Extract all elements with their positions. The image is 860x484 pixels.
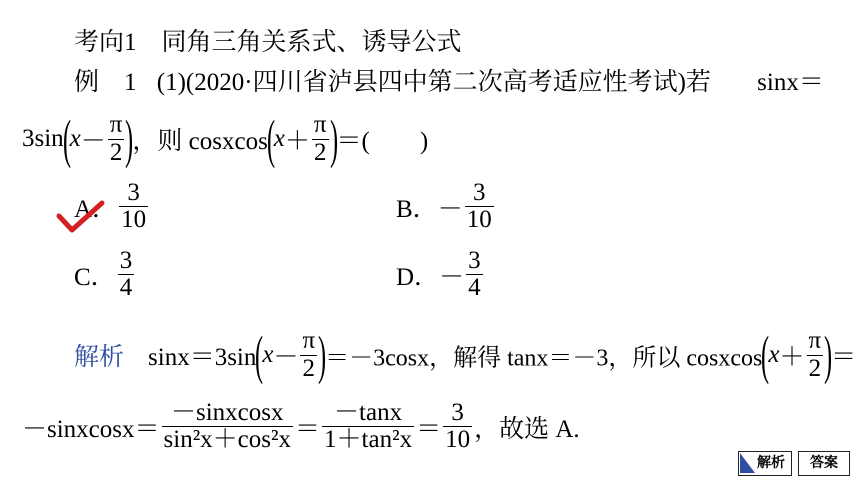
option-c[interactable]: [74, 248, 136, 302]
option-d-sign: －: [439, 263, 465, 291]
solution-line-2: [22, 400, 580, 454]
frac-den: 10: [121, 206, 147, 234]
minus: －: [273, 344, 299, 371]
minus: －: [80, 128, 106, 155]
sol-l2a: －sinxcosx＝: [22, 415, 160, 443]
pi-over-2: [108, 112, 125, 166]
pi-over-2: [807, 328, 824, 382]
frac-den: 2: [300, 355, 317, 382]
option-a-fraction: [119, 180, 148, 234]
sol-fraction-3: [443, 400, 472, 454]
analysis-button-label: 解析: [757, 455, 785, 471]
sol-l2end: ，故选 A.: [474, 415, 580, 443]
pi-over-2: [312, 112, 329, 166]
solution-line-1: [74, 325, 857, 385]
frac-num: 3: [127, 179, 140, 206]
option-d-label: D．: [396, 263, 440, 291]
example-label: 例 1: [74, 69, 137, 96]
frac-den: sin²x＋cos²x: [163, 426, 292, 454]
plus: ＋: [779, 344, 805, 371]
frac-den: 1＋tan²x: [324, 426, 413, 454]
option-c-label: C．: [74, 263, 116, 291]
frac-den: 2: [807, 355, 824, 382]
left-paren: (: [266, 109, 275, 169]
frac-num: －tanx: [334, 399, 403, 426]
frac-num: 3: [451, 399, 464, 426]
frac-den: 4: [119, 274, 133, 302]
condition-lhs: sinx＝: [757, 69, 824, 96]
solution-label: 解析: [74, 344, 125, 371]
frac-den: 4: [468, 274, 481, 302]
triangle-icon: [740, 453, 755, 473]
option-b[interactable]: [396, 180, 496, 234]
pi-over-2: [300, 328, 317, 382]
coef-sin: 3sin: [22, 125, 64, 152]
var-x: x: [273, 125, 285, 152]
frac-den: 10: [445, 426, 471, 454]
frac-num: 3: [472, 179, 486, 206]
frac-den: 10: [466, 206, 492, 234]
option-d[interactable]: [396, 248, 485, 302]
option-c-fraction: [118, 248, 135, 302]
blank-paren: ＝( ): [336, 128, 429, 155]
var-x: x: [69, 125, 81, 152]
sol-fraction-1: [162, 400, 294, 454]
left-paren: (: [255, 325, 264, 385]
right-paren: ): [329, 109, 338, 169]
frac-num: π: [808, 327, 822, 355]
right-paren: ): [125, 109, 134, 169]
sol-l1a: sinx＝3sin: [148, 344, 257, 371]
option-b-fraction: [465, 180, 494, 234]
left-paren: (: [62, 109, 71, 169]
option-b-label: B．: [396, 195, 438, 223]
right-paren: ): [824, 325, 833, 385]
frac-den: 2: [312, 139, 329, 166]
var-x: x: [768, 341, 780, 368]
analysis-button[interactable]: [738, 451, 792, 476]
answer-button[interactable]: [798, 451, 850, 476]
frac-den: 2: [108, 139, 125, 166]
option-d-fraction: [466, 248, 483, 302]
option-a-label: A．: [74, 195, 118, 223]
then-text: ，则 cosxcos: [132, 128, 268, 155]
answer-button-label: 答案: [810, 455, 838, 471]
sol-eq: ＝: [416, 415, 442, 443]
sol-eq: ＝: [295, 415, 321, 443]
example-line-2: [22, 109, 429, 169]
right-paren: ): [318, 325, 327, 385]
option-b-sign: －: [437, 195, 463, 223]
frac-num: π: [109, 111, 123, 139]
plus: ＋: [284, 128, 310, 155]
frac-num: 3: [468, 247, 481, 274]
checkmark-icon: [56, 200, 106, 236]
var-x: x: [262, 341, 274, 368]
left-paren: (: [761, 325, 770, 385]
section-heading: 考向1 同角三角关系式、诱导公式: [74, 29, 462, 56]
frac-num: －sinxcosx: [171, 399, 284, 426]
sol-l1c: ＝: [831, 344, 857, 371]
frac-num: 3: [119, 247, 133, 274]
example-source: (1)(2020·四川省泸县四中第二次高考适应性考试)若: [156, 69, 711, 96]
sol-l1b: ＝－3cosx，解得 tanx＝－3，所以 cosxcos: [325, 345, 763, 372]
sol-fraction-2: [322, 400, 414, 454]
frac-num: π: [313, 111, 327, 139]
example-line-1: [74, 62, 824, 98]
frac-num: π: [302, 327, 316, 355]
